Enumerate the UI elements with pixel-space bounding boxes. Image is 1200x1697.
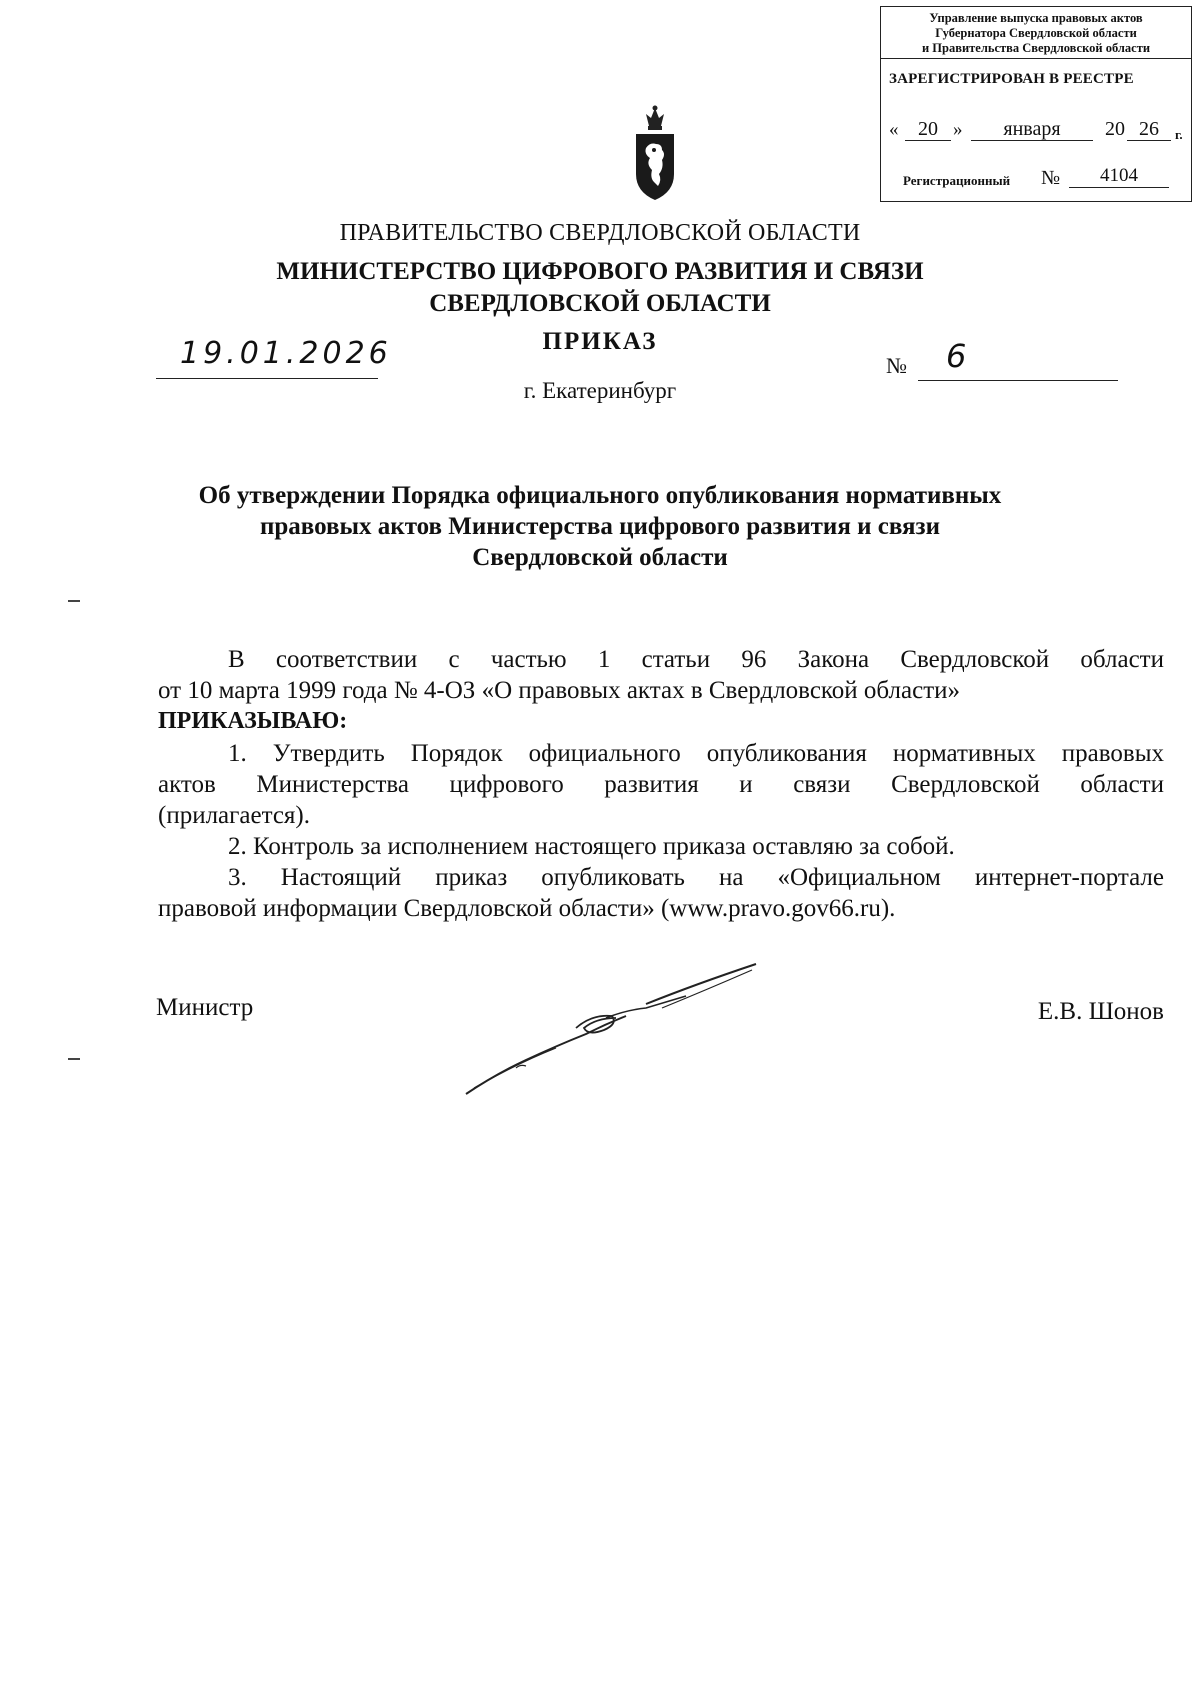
- document-title-line3: Свердловской области: [472, 544, 728, 571]
- stamp-number-sign: №: [1041, 167, 1061, 189]
- stamp-office: [881, 7, 1191, 59]
- item2: 2. Контроль за исполнением настоящего приказа оставляю за собой.: [228, 833, 955, 860]
- order-date: 19.01.2026: [180, 336, 392, 371]
- stamp-reg-number: 4104: [1069, 165, 1169, 188]
- item3-line1: 3. Настоящий приказ опубликовать на «Официальном интернет-портале: [228, 864, 1164, 891]
- stamp-quote-close: »: [953, 119, 963, 140]
- stamp-office-line3: и Правительства Свердловской области: [921, 41, 1151, 55]
- order-date-field: [156, 336, 392, 379]
- order-word: ПРИКАЗЫВАЮ:: [158, 708, 348, 734]
- stamp-day: 20: [905, 118, 951, 141]
- stamp-reg-label: Регистрационный: [903, 173, 1011, 188]
- signatory-name: Е.В. Шонов: [1037, 998, 1164, 1025]
- stamp-quote-open: «: [889, 119, 899, 140]
- coat-of-arms-icon: [632, 104, 678, 202]
- order-number: 6: [946, 337, 967, 375]
- order-number-sign: №: [886, 353, 907, 378]
- item1-line1: 1. Утвердить Порядок официального опубликования нормативных правовых: [228, 740, 1164, 767]
- stamp-year-abbr: г.: [1175, 127, 1183, 142]
- stamp-office-line2: Губернатора Свердловской области: [935, 26, 1137, 40]
- margin-mark-2: [68, 1058, 80, 1060]
- stamp-registered-label: ЗАРЕГИСТРИРОВАН В РЕЕСТРЕ: [889, 71, 1134, 87]
- government-name: ПРАВИТЕЛЬСТВО СВЕРДЛОВСКОЙ ОБЛАСТИ: [339, 220, 861, 246]
- item1-line2: актов Министерства цифрового развития и связи Свердловской области: [158, 771, 1164, 798]
- ministry-name-line2: СВЕРДЛОВСКОЙ ОБЛАСТИ: [429, 290, 771, 317]
- handwritten-signature: [456, 956, 766, 1102]
- registry-stamp: [880, 6, 1192, 202]
- stamp-office-line1: Управление выпуска правовых актов: [929, 11, 1143, 25]
- margin-mark: [68, 600, 80, 602]
- stamp-year-suffix: 26: [1127, 118, 1171, 141]
- order-number-field: [886, 337, 1118, 381]
- preamble-line1: В соответствии с частью 1 статьи 96 Закона Свердловской области: [228, 646, 1164, 673]
- signatory-position: Министр: [156, 994, 254, 1021]
- stamp-year-prefix: 20: [1105, 118, 1125, 140]
- city: г. Екатеринбург: [523, 378, 677, 403]
- item3-line2: правовой информации Свердловской области» (www.pravo.gov66.ru).: [158, 895, 896, 922]
- ministry-name-line1: МИНИСТЕРСТВО ЦИФРОВОГО РАЗВИТИЯ И СВЯЗИ: [276, 258, 924, 285]
- preamble-line2: от 10 марта 1999 года № 4-ОЗ «О правовых актах в Свердловской области»: [158, 677, 961, 704]
- document-type: ПРИКАЗ: [542, 328, 658, 355]
- document-title-line2: правовых актов Министерства цифрового развития и связи: [260, 513, 940, 540]
- document-title-line1: Об утверждении Порядка официального опубликования нормативных: [198, 482, 1002, 509]
- item1-line3: (прилагается).: [158, 802, 311, 829]
- stamp-month: января: [971, 118, 1093, 141]
